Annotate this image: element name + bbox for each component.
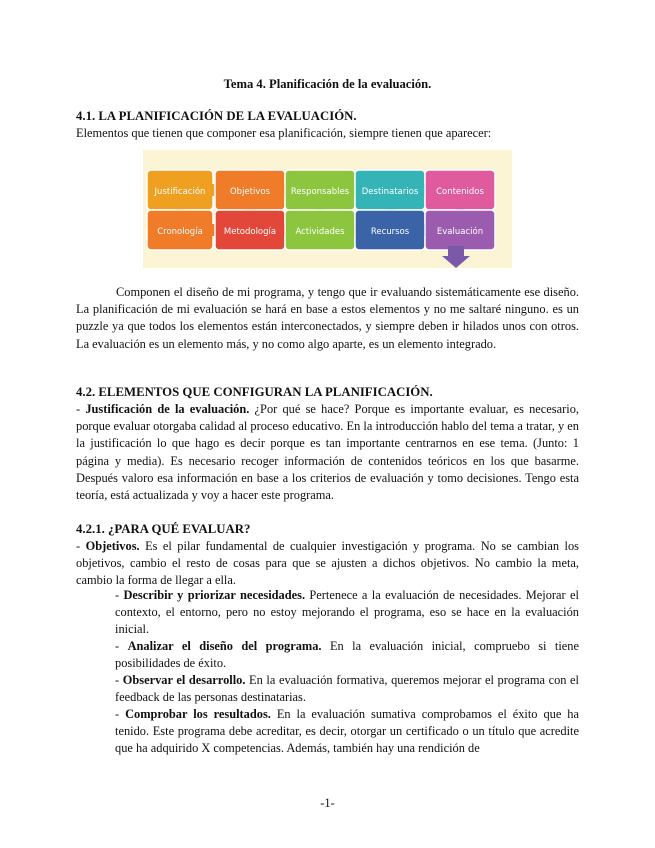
puzzle-graphic [143,150,512,268]
item-term: Describir y priorizar necesidades. [123,588,306,602]
list-item: - Comprobar los resultados. En la evaluación sumativa comprobamos el éxito que ha tenido. Este programa debe acreditar, es decir, otorgar un certificado o un título que acredite que ha adquirido X competencias. Además, también hay una rendición de [115,707,579,756]
dash: - [76,539,86,553]
puzzle-piece-label: Actividades [295,227,345,237]
item-text: En la evaluación formativa, queremos mejorar el programa con el feedback de las personas destinatarias. [115,673,579,705]
section-heading-4-1: 4.1. LA PLANIFICACIÓN DE LA EVALUACIÓN. [76,109,357,123]
objetivos-paragraph [76,538,579,590]
item-term: Observar el desarrollo. [122,673,246,687]
dash: - [76,402,86,416]
puzzle-piece-label: Justificación [154,187,206,197]
list-item: - Describir y priorizar necesidades. Pertenece a la evaluación de necesidades. Mejorar el contexto, el entorno, pero no estoy mejorando el programa, eso se hace en la evaluación inicial. [115,588,579,637]
puzzle-paragraph: Componen el diseño de mi programa, y tengo que ir evaluando sistemáticamente ese diseño. La planificación de mi evaluación se hará en base a estos elementos y no me saltaré ninguno. es un puzzle ya que todos los elementos están interconectados, y siempre deben ir hilados unos con otros. La evaluación es un elemento más, y no como algo aparte, es un elemento integrado. [76,285,579,351]
document-title: Tema 4. Planificación de la evaluación. [223,77,432,91]
justificacion-paragraph [76,401,579,504]
item-text: En la evaluación sumativa comprobamos el éxito que ha tenido. Este programa debe acreditar, es decir, otorgar un certificado o un título que acredite que ha adquirido X competencias. Además, también hay una rendición de [115,707,579,756]
section-intro: Elementos que tienen que componer esa planificación, siempre tienen que aparecer: [76,126,492,140]
puzzle-piece-label: Objetivos [229,187,271,197]
puzzle-piece-label: Cronología [157,227,203,237]
item-text: Pertenece a la evaluación de necesidades. Mejorar el contexto, el entorno, pero no estoy mejorando el programa, eso se hace en la evaluación inicial. [115,588,579,637]
list-item: - Observar el desarrollo. En la evaluación formativa, queremos mejorar el programa con el feedback de las personas destinatarias. [115,673,579,705]
puzzle-piece-label: Recursos [370,227,410,237]
objetivos-text: Es el pilar fundamental de cualquier investigación y programa. No se cambian los objetivos, cambio el resto de cosas para que se ajusten a dichos objetivos. No cambio la meta, cambio la forma de llegar a ella. [76,539,579,588]
puzzle-piece-label: Metodología [223,227,277,237]
item-text: En la evaluación inicial, compruebo si tiene posibilidades de éxito. [115,639,580,671]
term-justificacion: Justificación de la evaluación. [85,402,250,416]
section-heading-4-2: 4.2. ELEMENTOS QUE CONFIGURAN LA PLANIFICACIÓN. [76,385,433,399]
list-item: - Analizar el diseño del programa. En la evaluación inicial, compruebo si tiene posibilidades de éxito. [115,639,580,671]
justificacion-text: ¿Por qué se hace? Porque es importante evaluar, es necesario, porque evaluar otorgaba calidad al proceso educativo. En la introducción hablo del tema a tratar, y en la justificación lo que hago es decir porque es tan importante centrarnos en ese tema. (Junto: 1 página y media). Es necesario recoger información de contenidos teóricos en los que basarme. Después valoro esa información en base a los criterios de evaluación y tomo decisiones. Tengo esta teoría, está actualizada y voy a hacer este programa. [76,402,579,503]
puzzle-piece-label: Evaluación [436,227,484,237]
item-term: Analizar el diseño del programa. [127,639,322,653]
puzzle-piece-label: Destinatarios [361,187,419,197]
puzzle-image [143,150,512,268]
puzzle-piece-label: Responsables [290,187,350,197]
term-objetivos: Objetivos. [85,539,140,553]
page-number: -1- [320,796,335,810]
puzzle-piece-label: Contenidos [436,187,484,197]
item-term: Comprobar los resultados. [125,707,271,721]
section-heading-4-2-1: 4.2.1. ¿PARA QUÉ EVALUAR? [76,522,251,536]
